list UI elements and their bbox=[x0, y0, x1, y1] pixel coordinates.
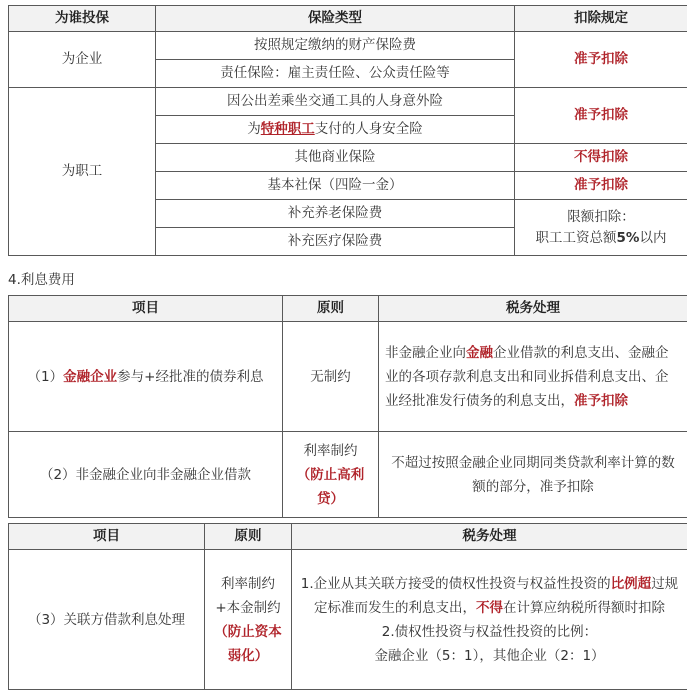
treatment-paragraph-1 bbox=[300, 572, 679, 620]
emphasis-text: （防止高利贷） bbox=[296, 466, 365, 507]
table-row bbox=[9, 550, 687, 690]
text-segment: 支付的人身安全险 bbox=[314, 121, 423, 137]
insurance-type-cell: 因公出差乘坐交通工具的人身意外险 bbox=[156, 88, 515, 116]
emphasis-text: 金融 bbox=[466, 344, 493, 361]
related-party-table bbox=[8, 523, 687, 690]
deduction-rule-cell: 准予扣除 bbox=[515, 88, 687, 144]
emphasis-text: 比例超 bbox=[610, 575, 652, 592]
header-principle: 原则 bbox=[283, 296, 379, 322]
insurance-type-cell: 补充养老保险费 bbox=[156, 200, 515, 228]
header-insurance-type: 保险类型 bbox=[156, 6, 515, 32]
deduction-rule-cell: 不得扣除 bbox=[515, 144, 687, 172]
enterprise-label: 为企业 bbox=[9, 32, 156, 88]
treatment-cell bbox=[379, 322, 687, 432]
insurance-header-row bbox=[9, 6, 687, 32]
principle-cell: 无制约 bbox=[283, 322, 379, 432]
emphasis-text: 特种职工 bbox=[260, 121, 315, 137]
treatment-cell: 不超过按照金融企业同期同类贷款利率计算的数额的部分，准予扣除 bbox=[379, 432, 687, 518]
table-row bbox=[9, 322, 687, 432]
insurance-type-cell: 按照规定缴纳的财产保险费 bbox=[156, 32, 515, 60]
header-tax-treatment: 税务处理 bbox=[379, 296, 687, 322]
text-segment: 以内 bbox=[639, 229, 667, 246]
header-item: 项目 bbox=[9, 296, 283, 322]
principle-line: 利率制约 bbox=[303, 442, 358, 459]
employee-label: 为职工 bbox=[9, 88, 156, 256]
principle-cell bbox=[283, 432, 379, 518]
text-segment: 过规定标准而发生的利息支出， bbox=[314, 575, 679, 616]
insurance-type-cell bbox=[156, 116, 515, 144]
deduction-rule-cell: 准予扣除 bbox=[515, 172, 687, 200]
text-segment: 职工工资总额 bbox=[535, 229, 617, 246]
text-segment: 为 bbox=[247, 121, 261, 137]
insurance-type-cell: 基本社保（四险一金） bbox=[156, 172, 515, 200]
text-segment: （1） bbox=[27, 368, 64, 385]
deduction-rule-cell bbox=[515, 200, 687, 256]
emphasis-text: （防止资本弱化） bbox=[214, 623, 282, 664]
header-insured-for: 为谁投保 bbox=[9, 6, 156, 32]
insurance-type-cell: 其他商业保险 bbox=[156, 144, 515, 172]
header-tax-treatment: 税务处理 bbox=[292, 524, 687, 550]
emphasis-text: 金融企业 bbox=[63, 368, 118, 385]
item-cell: （2）非金融企业向非金融企业借款 bbox=[9, 432, 283, 518]
interest-table bbox=[8, 295, 687, 518]
header-item: 项目 bbox=[9, 524, 205, 550]
principle-line: 利率制约+本金制约 bbox=[215, 575, 281, 616]
table-row bbox=[9, 432, 687, 518]
limit-detail-line bbox=[517, 228, 685, 249]
interest-header-row bbox=[9, 296, 687, 322]
treatment-paragraph-3: 金融企业（5：1），其他企业（2：1） bbox=[374, 647, 605, 664]
section-heading: 4.利息费用 bbox=[8, 272, 75, 288]
treatment-paragraph-2: 2.债权性投资与权益性投资的比例： bbox=[381, 623, 598, 640]
emphasis-text: 准予扣除 bbox=[574, 392, 628, 409]
text-segment: 在计算应纳税所得额时扣除 bbox=[503, 599, 665, 616]
emphasis-text: 不得 bbox=[476, 599, 503, 616]
insurance-type-cell: 责任保险：雇主责任险、公众责任险等 bbox=[156, 60, 515, 88]
text-segment: 1.企业从其关联方接受的债权性投资与权益性投资的 bbox=[300, 575, 611, 592]
text-segment: 非金融企业向 bbox=[385, 344, 466, 361]
principle-cell bbox=[205, 550, 292, 690]
item-cell bbox=[9, 322, 283, 432]
text-segment: 企业借款的利息支出、金融企业的各项存款利息支出和同业拆借利息支出、企业经批准发行债务的利息支出， bbox=[385, 344, 669, 409]
limit-line: 限额扣除： bbox=[567, 208, 635, 225]
item-cell: （3）关联方借款利息处理 bbox=[9, 550, 205, 690]
header-deduction-rule: 扣除规定 bbox=[515, 6, 687, 32]
table-row bbox=[9, 32, 687, 60]
related-header-row bbox=[9, 524, 687, 550]
emphasis-text: 5% bbox=[616, 229, 640, 246]
deduction-rule-cell: 准予扣除 bbox=[515, 32, 687, 88]
table-row bbox=[9, 88, 687, 116]
treatment-cell bbox=[292, 550, 687, 690]
insurance-type-cell: 补充医疗保险费 bbox=[156, 228, 515, 256]
text-segment: 参与+经批准的债券利息 bbox=[117, 368, 264, 385]
insurance-table bbox=[8, 5, 687, 256]
header-principle: 原则 bbox=[205, 524, 292, 550]
